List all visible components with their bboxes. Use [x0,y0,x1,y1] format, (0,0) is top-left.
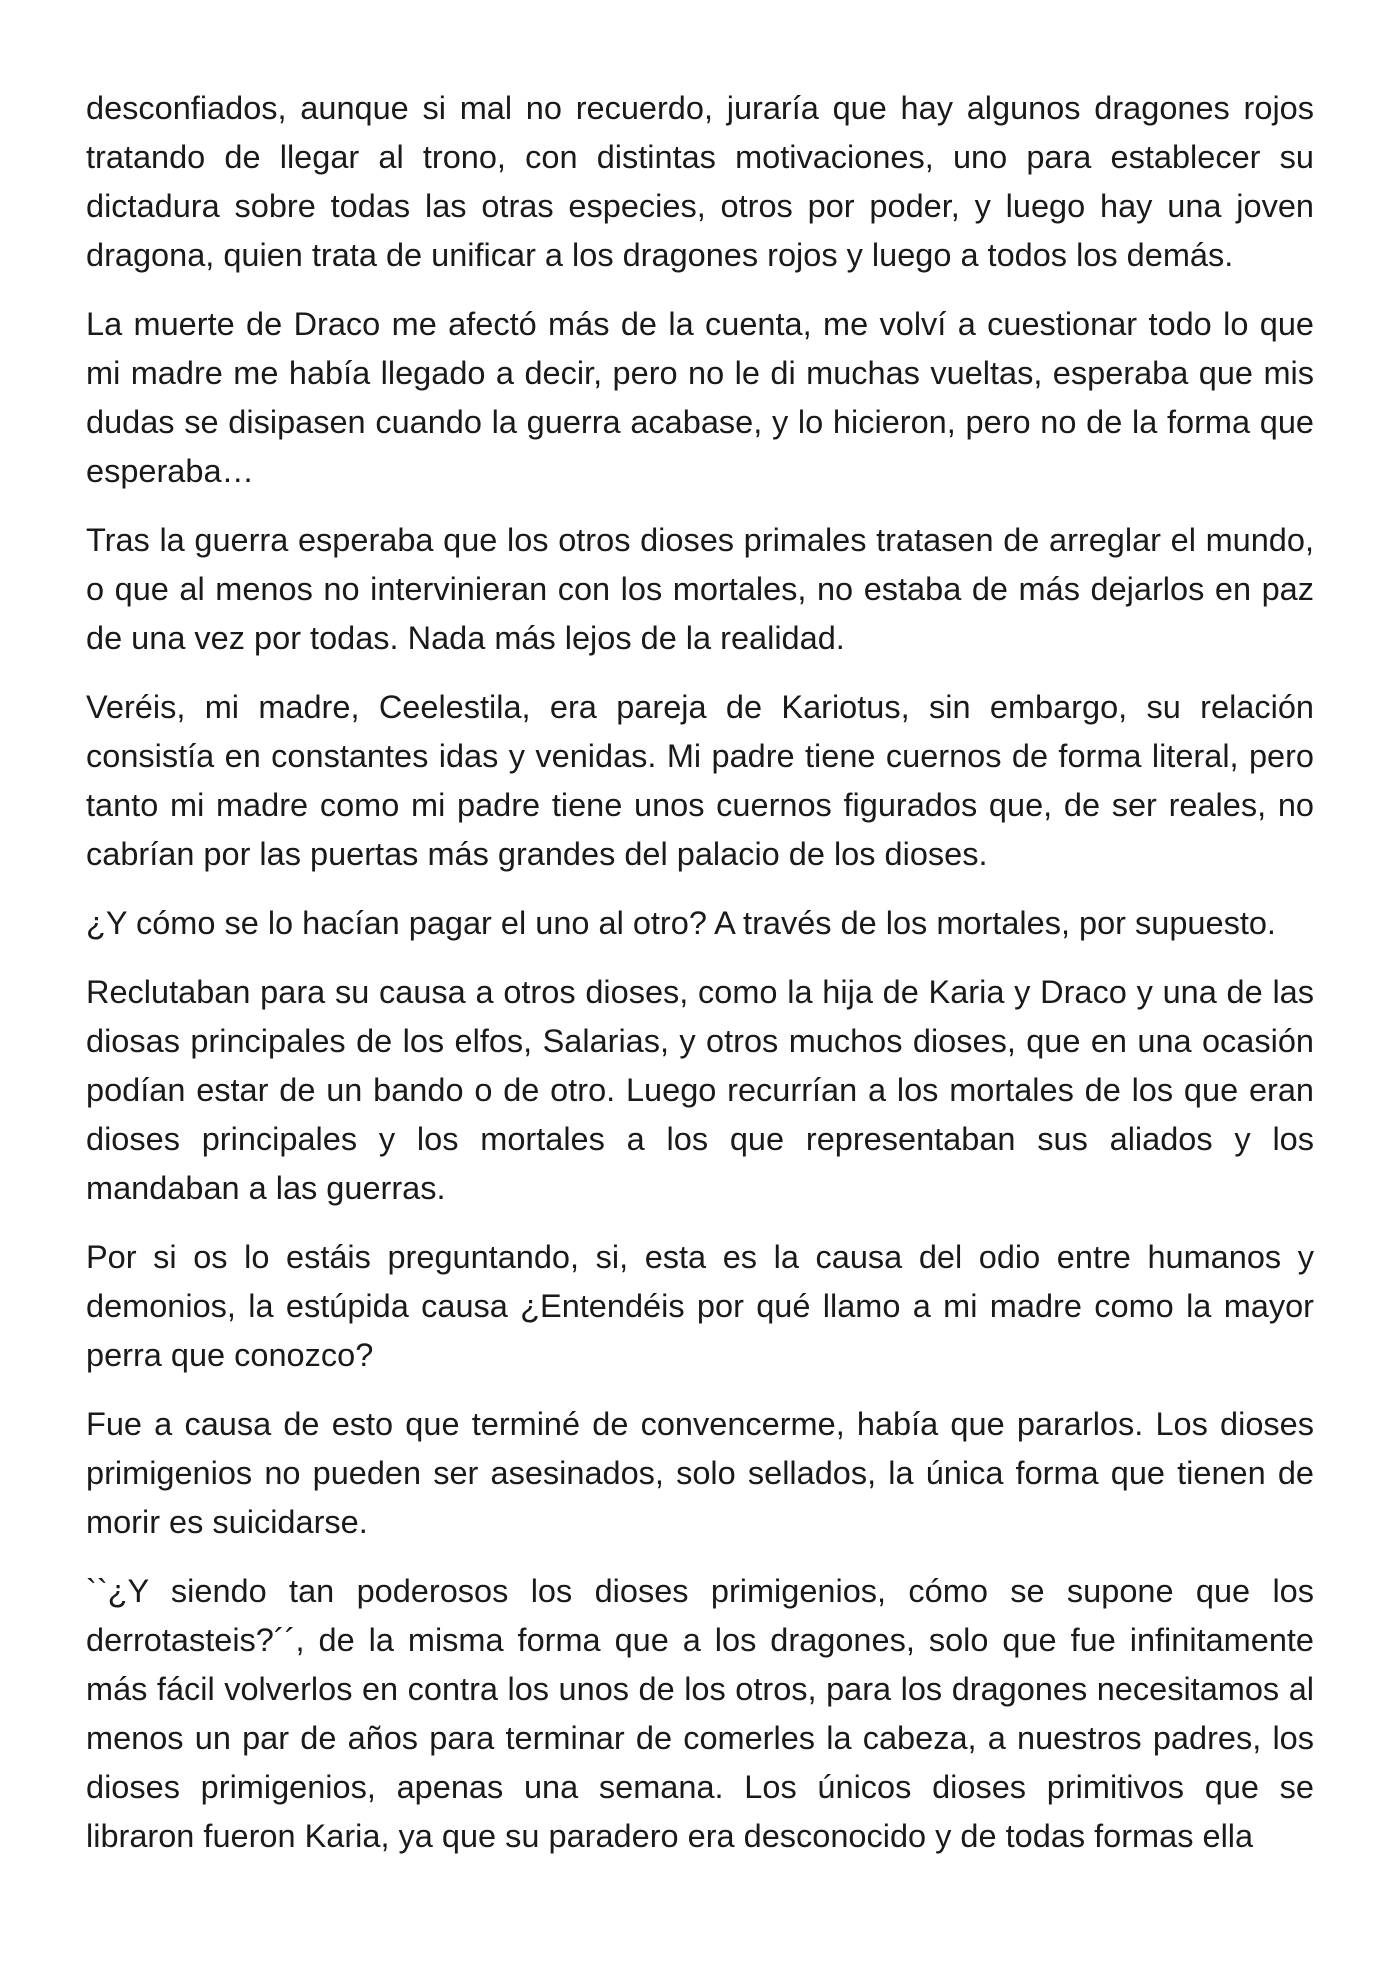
paragraph-9: ``¿Y siendo tan poderosos los dioses primigenios, cómo se supone que los derrotasteis?´´, de la misma forma que a los dragones, solo que fue infinitamente más fácil volverlos en contra los unos de los otros, para los dragones necesitamos al menos un par de años para terminar de comerles la cabeza, a nuestros padres, los dioses primigenios, apenas una semana. Los únicos dioses primitivos que se libraron fueron Karia, ya que su paradero era desconocido y de todas formas ella [86,1573,1314,1854]
paragraph-7: Por si os lo estáis preguntando, si, esta es la causa del odio entre humanos y demonios, la estúpida causa ¿Entendéis por qué llamo a mi madre como la mayor perra que conozco? [86,1239,1314,1373]
paragraph-8: Fue a causa de esto que terminé de convencerme, había que pararlos. Los dioses primigenios no pueden ser asesinados, solo sellados, la única forma que tienen de morir es suicidarse. [86,1406,1314,1540]
paragraph-3: Tras la guerra esperaba que los otros dioses primales tratasen de arreglar el mundo, o que al menos no intervinieran con los mortales, no estaba de más dejarlos en paz de una vez por todas. Nada más lejos de la realidad. [86,522,1314,656]
document-page [86,84,1314,1881]
paragraph-5: ¿Y cómo se lo hacían pagar el uno al otro? A través de los mortales, por supuesto. [86,905,1276,941]
paragraph-6: Reclutaban para su causa a otros dioses, como la hija de Karia y Draco y una de las diosas principales de los elfos, Salarias, y otros muchos dioses, que en una ocasión podían estar de un bando o de otro. Luego recurrían a los mortales de los que eran dioses principales y los mortales a los que representaban sus aliados y los mandaban a las guerras. [86,974,1314,1206]
paragraph-4: Veréis, mi madre, Ceelestila, era pareja de Kariotus, sin embargo, su relación consistía en constantes idas y venidas. Mi padre tiene cuernos de forma literal, pero tanto mi madre como mi padre tiene unos cuernos figurados que, de ser reales, no cabrían por las puertas más grandes del palacio de los dioses. [86,689,1314,872]
paragraph-2: La muerte de Draco me afectó más de la cuenta, me volví a cuestionar todo lo que mi madre me había llegado a decir, pero no le di muchas vueltas, esperaba que mis dudas se disipasen cuando la guerra acabase, y lo hicieron, pero no de la forma que esperaba… [86,306,1314,489]
paragraph-1: desconfiados, aunque si mal no recuerdo, juraría que hay algunos dragones rojos tratando de llegar al trono, con distintas motivaciones, uno para establecer su dictadura sobre todas las otras especies, otros por poder, y luego hay una joven dragona, quien trata de unificar a los dragones rojos y luego a todos los demás. [86,90,1314,273]
